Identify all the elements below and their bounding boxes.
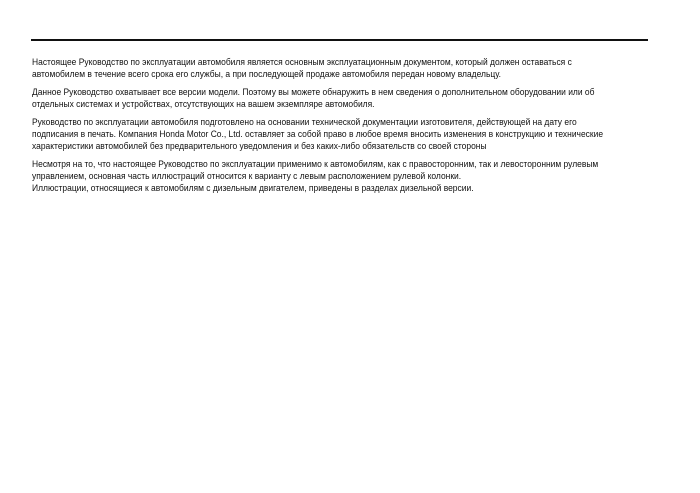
paragraph-line: Данное Руководство охватывает все версии модели. Поэтому вы можете обнаружить в нем сведения о дополнительном оборудовании или об xyxy=(32,87,595,97)
paragraph-line: Несмотря на то, что настоящее Руководство по эксплуатации применимо к автомобилям, как с правосторонним, так и левосторонним рулевым xyxy=(32,159,599,169)
paragraph-line: управлением, основная часть иллюстраций относится к варианту с левым расположением рулевой колонки. xyxy=(32,171,462,181)
paragraph-line: Руководство по эксплуатации автомобиля подготовлено на основании технической документации изготовителя, действующей на дату его xyxy=(32,117,577,127)
paragraph-line: Настоящее Руководство по эксплуатации автомобиля является основным эксплуатационным документом, который должен оставаться с xyxy=(32,57,572,67)
paragraph-versions xyxy=(32,86,615,110)
document-body xyxy=(32,56,615,200)
paragraph-line: отдельных системах и устройствах, отсутствующих на вашем экземпляре автомобиля. xyxy=(32,99,375,109)
paragraph-line: автомобилем в течение всего срока его службы, а при последующей продаже автомобиля передан новому владельцу. xyxy=(32,69,501,79)
paragraph-line: характеристики автомобилей без предварительного уведомления и без каких-либо обязательств со своей стороны xyxy=(32,141,487,151)
top-divider xyxy=(31,39,648,41)
paragraph-illustrations xyxy=(32,158,615,194)
paragraph-changes-notice xyxy=(32,116,615,152)
paragraph-ownership xyxy=(32,56,615,80)
paragraph-line: Иллюстрации, относящиеся к автомобилям с дизельным двигателем, приведены в разделах дизельной версии. xyxy=(32,183,474,193)
paragraph-line: подписания в печать. Компания Honda Motor Co., Ltd. оставляет за собой право в любое время вносить изменения в конструкцию и технические xyxy=(32,129,604,139)
